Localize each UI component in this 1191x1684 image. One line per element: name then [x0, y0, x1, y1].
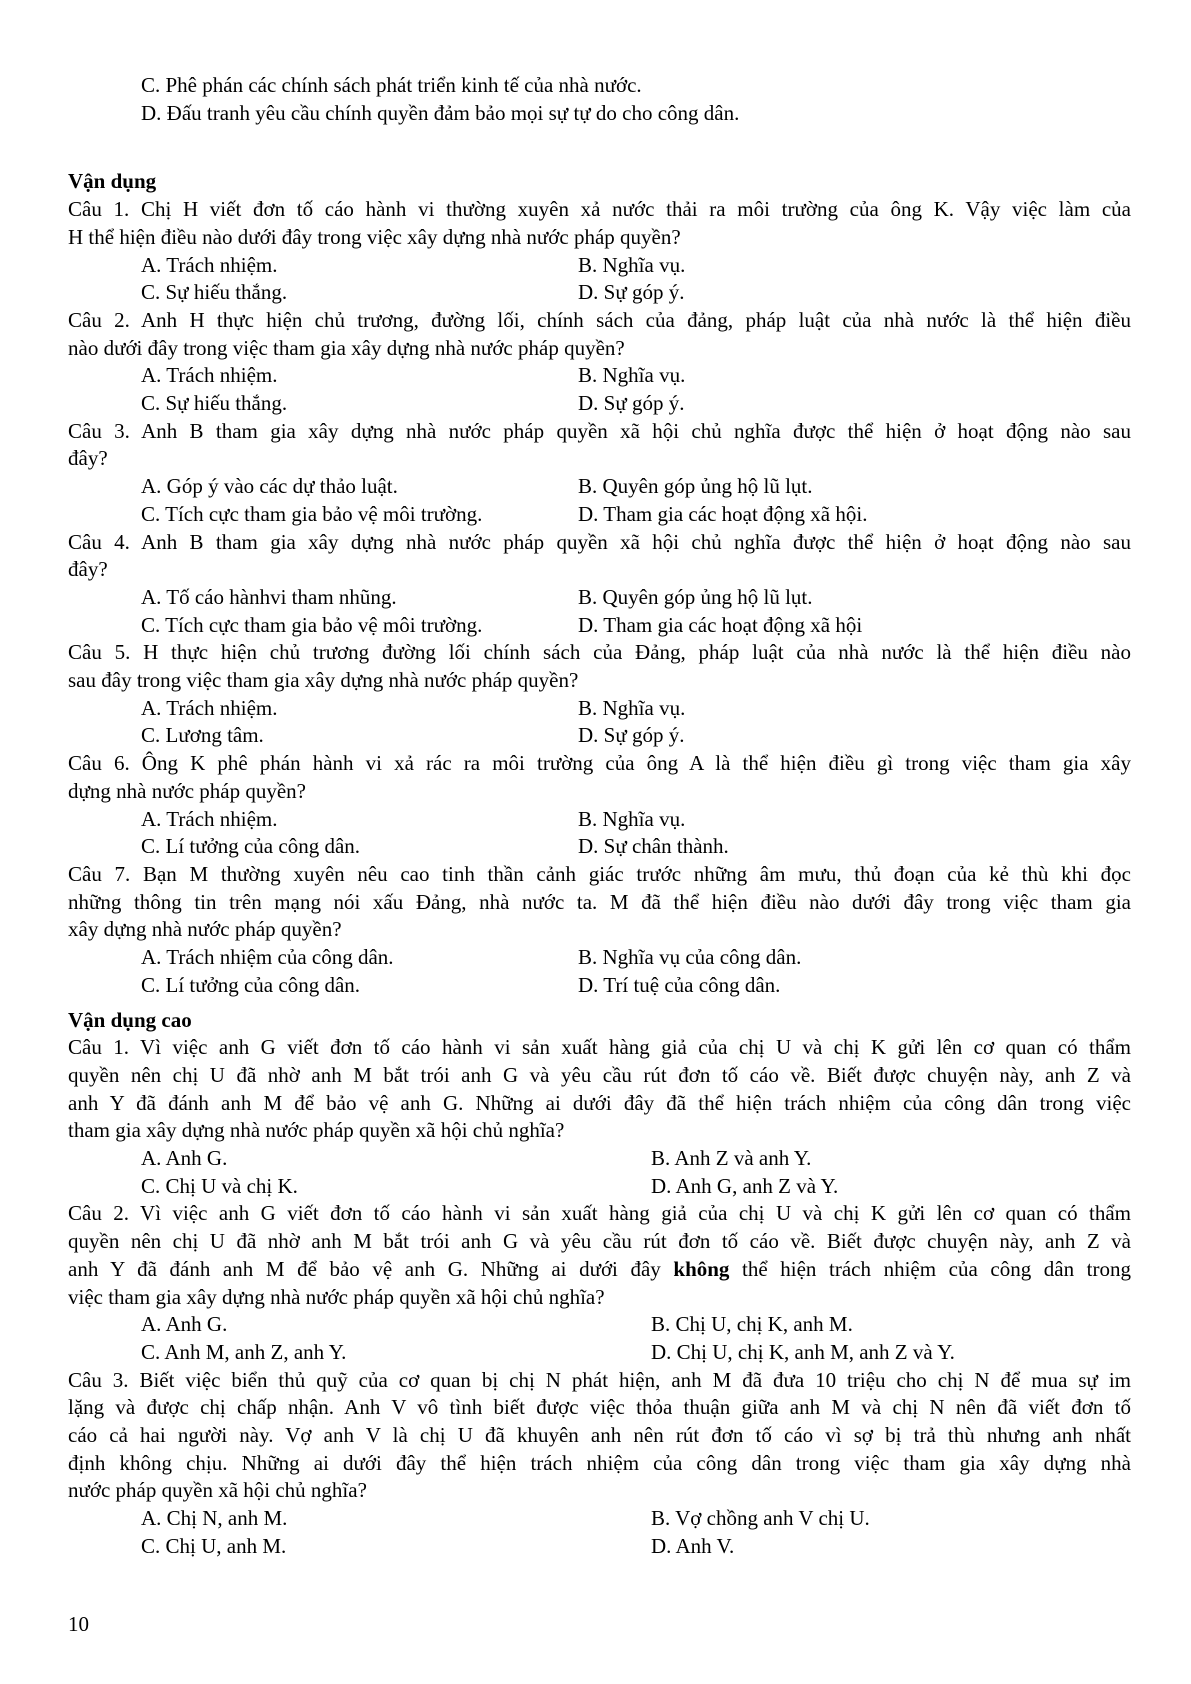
answer-option: C. Tích cực tham gia bảo vệ môi trường. [141, 501, 483, 526]
answer-option: A. Chị N, anh M. [141, 1506, 288, 1531]
question-line: H thể hiện điều nào dưới đây trong việc xây dựng nhà nước pháp quyền? [68, 224, 681, 249]
answer-option: D. Sự góp ý. [578, 391, 685, 416]
question-line: Câu 3. Anh B tham gia xây dựng nhà nước pháp quyền xã hội chủ nghĩa được thể hiện ở hoạt động nào sau [68, 418, 1131, 443]
question-line: Câu 5. H thực hiện chủ trương đường lối chính sách của Đảng, pháp luật của nhà nước là thể hiện điều nào [68, 640, 1131, 665]
answer-option: D. Sự chân thành. [578, 834, 729, 859]
answer-option: C. Chị U, anh M. [141, 1533, 287, 1558]
answer-option: C. Lí tưởng của công dân. [141, 972, 361, 997]
question-line: quyền nên chị U đã nhờ anh M bắt trói anh G và yêu cầu rút đơn tố cáo về. Biết được chuyện này, anh Z và [68, 1229, 1131, 1254]
question-text: anh Y đã đánh anh M để bảo vệ anh G. Những ai dưới đây [68, 1256, 661, 1281]
question-line: Câu 1. Chị H viết đơn tố cáo hành vi thường xuyên xả nước thải ra môi trường của ông K. Vậy việc làm của [68, 197, 1131, 222]
page-number: 10 [68, 1612, 89, 1636]
option-line: D. Đấu tranh yêu cầu chính quyền đảm bảo mọi sự tự do cho công dân. [141, 100, 740, 125]
question-line: Câu 4. Anh B tham gia xây dựng nhà nước pháp quyền xã hội chủ nghĩa được thể hiện ở hoạt động nào sau [68, 529, 1131, 554]
answer-option: A. Trách nhiệm. [141, 252, 278, 277]
answer-option: A. Góp ý vào các dự thảo luật. [141, 474, 398, 499]
answer-option: B. Nghĩa vụ. [578, 695, 686, 720]
answer-option: C. Lương tâm. [141, 723, 264, 748]
question-line: anh Y đã đánh anh M để bảo vệ anh G. Những ai dưới đây đã thể hiện trách nhiệm của công dân trong việc [68, 1090, 1131, 1115]
answer-option: A. Trách nhiệm. [141, 363, 278, 388]
answer-option: C. Sự hiếu thắng. [141, 280, 288, 305]
section-heading: Vận dụng cao [68, 1007, 192, 1032]
document-page [68, 72, 1131, 1561]
answer-option: B. Quyên góp ủng hộ lũ lụt. [578, 474, 813, 499]
answer-option: B. Quyên góp ủng hộ lũ lụt. [578, 584, 813, 609]
question-text: thể hiện trách nhiệm của công dân trong [742, 1256, 1132, 1281]
question-line: nước pháp quyền xã hội chủ nghĩa? [68, 1478, 367, 1503]
answer-option: D. Anh V. [651, 1533, 735, 1558]
answer-option: A. Anh G. [141, 1312, 228, 1337]
question-line: tham gia xây dựng nhà nước pháp quyền xã hội chủ nghĩa? [68, 1118, 565, 1143]
answer-option: C. Lí tưởng của công dân. [141, 834, 361, 859]
answer-option: B. Anh Z và anh Y. [651, 1146, 812, 1171]
question-line: Câu 1. Vì việc anh G viết đơn tố cáo hành vi sản xuất hàng giả của chị U và chị K gửi lên cơ quan có thẩm [68, 1035, 1131, 1060]
option-line: C. Phê phán các chính sách phát triển kinh tế của nhà nước. [141, 73, 642, 97]
answer-option: C. Anh M, anh Z, anh Y. [141, 1339, 347, 1364]
answer-option: A. Trách nhiệm. [141, 695, 278, 720]
question-line: những thông tin trên mạng nói xấu Đảng, nhà nước ta. M đã thể hiện điều nào dưới đây trong việc tham gia [68, 889, 1131, 914]
question-line: Câu 3. Biết việc biển thủ quỹ của cơ quan bị chị N phát hiện, anh M đã đưa 10 triệu cho chị N để mua sự im [68, 1367, 1131, 1392]
answer-option: D. Trí tuệ của công dân. [578, 972, 781, 997]
answer-option: D. Anh G, anh Z và Y. [651, 1173, 839, 1198]
answer-option: A. Trách nhiệm của công dân. [141, 945, 394, 970]
answer-option: B. Chị U, chị K, anh M. [651, 1312, 853, 1337]
answer-option: A. Trách nhiệm. [141, 806, 278, 831]
answer-option: B. Nghĩa vụ. [578, 806, 686, 831]
question-line: xây dựng nhà nước pháp quyền? [68, 917, 342, 942]
emphasis-not: không [673, 1256, 730, 1281]
question-line: đây? [68, 557, 108, 582]
question-line: định không chịu. Những ai dưới đây thể hiện trách nhiệm của công dân trong việc tham gia xây dựng nhà [68, 1450, 1131, 1475]
answer-option: A. Anh G. [141, 1146, 228, 1171]
question-line: nào dưới đây trong việc tham gia xây dựng nhà nước pháp quyền? [68, 335, 625, 360]
question-line: Câu 2. Vì việc anh G viết đơn tố cáo hành vi sản xuất hàng giả của chị U và chị K gửi lên cơ quan có thẩm [68, 1201, 1131, 1226]
answer-option: B. Nghĩa vụ. [578, 363, 686, 388]
question-line: Câu 7. Bạn M thường xuyên nêu cao tinh thần cảnh giác trước những âm mưu, thủ đoạn của kẻ thù khi đọc [68, 861, 1131, 886]
answer-option: B. Nghĩa vụ của công dân. [578, 945, 802, 970]
answer-option: A. Tố cáo hànhvi tham nhũng. [141, 584, 397, 609]
answer-option: D. Tham gia các hoạt động xã hội [578, 612, 863, 637]
answer-option: B. Vợ chồng anh V chị U. [651, 1506, 870, 1531]
question-line: Câu 6. Ông K phê phán hành vi xả rác ra môi trường của ông A là thể hiện điều gì trong việc tham gia xây [68, 751, 1131, 776]
answer-option: D. Tham gia các hoạt động xã hội. [578, 501, 868, 526]
answer-option: C. Chị U và chị K. [141, 1173, 298, 1198]
question-line: Câu 2. Anh H thực hiện chủ trương, đường lối, chính sách của đảng, pháp luật của nhà nước là thể hiện điều [68, 307, 1131, 332]
question-line: cáo cả hai người này. Vợ anh V là chị U đã khuyên anh nên rút đơn tố cáo vì sợ bị trả thù nhưng anh nhất [68, 1423, 1131, 1448]
answer-option: C. Tích cực tham gia bảo vệ môi trường. [141, 612, 483, 637]
answer-option: D. Sự góp ý. [578, 723, 685, 748]
answer-option: D. Sự góp ý. [578, 280, 685, 305]
section-heading: Vận dụng [68, 169, 157, 194]
question-line: việc tham gia xây dựng nhà nước pháp quyền xã hội chủ nghĩa? [68, 1284, 605, 1309]
question-line: lặng và được chị chấp nhận. Anh V vô tình biết được việc thỏa thuận giữa anh M và chị N nên đã viết đơn tố [68, 1395, 1131, 1420]
question-line: quyền nên chị U đã nhờ anh M bắt trói anh G và yêu cầu rút đơn tố cáo về. Biết được chuyện này, anh Z và [68, 1062, 1131, 1087]
question-line [68, 1256, 1131, 1284]
question-line: dựng nhà nước pháp quyền? [68, 778, 306, 803]
answer-option: C. Sự hiếu thắng. [141, 391, 288, 416]
answer-option: B. Nghĩa vụ. [578, 252, 686, 277]
question-line: đây? [68, 446, 108, 471]
answer-option: D. Chị U, chị K, anh M, anh Z và Y. [651, 1339, 955, 1364]
question-line: sau đây trong việc tham gia xây dựng nhà nước pháp quyền? [68, 668, 579, 693]
